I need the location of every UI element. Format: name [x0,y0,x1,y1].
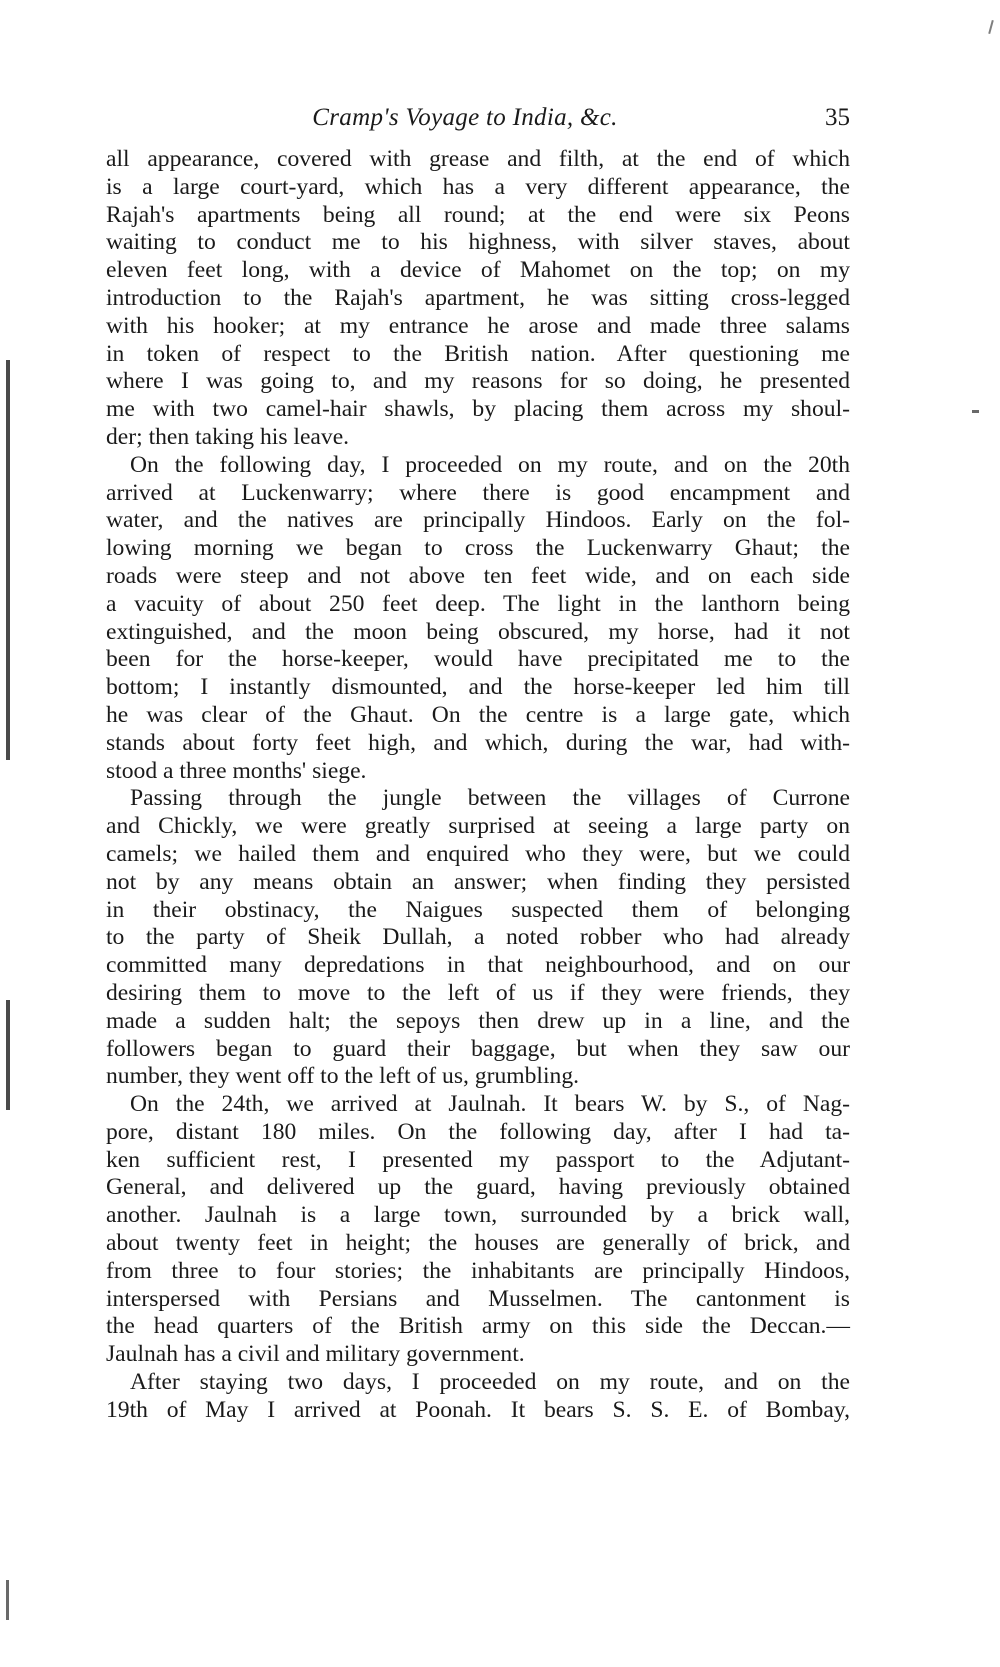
text-line: der; then taking his leave. [106,423,350,450]
text-line: camels; we hailed them and enquired who they were, but we could [106,840,850,867]
text-line: General, and delivered up the guard, having previously obtained [106,1174,850,1201]
text-line: pore, distant 180 miles. On the following day, after I had ta- [106,1118,850,1145]
text-line: in token of respect to the British nation. After questioning me [106,340,850,367]
text-line: After staying two days, I proceeded on my route, and on the [130,1369,850,1396]
text-line: to the party of Sheik Dullah, a noted robber who had already [106,924,850,951]
scan-edge-mark [6,1000,10,1110]
text-line: stands about forty feet high, and which, during the war, had with- [106,729,850,756]
scan-speck [972,410,979,413]
text-line: extinguished, and the moon being obscured, my horse, had it not [106,618,850,645]
text-line: with his hooker; at my entrance he arose and made three salams [106,312,850,339]
text-line: from three to four stories; the inhabitants are principally Hindoos, [106,1257,850,1284]
text-line: eleven feet long, with a device of Mahomet on the top; on my [106,257,850,284]
text-line: me with two camel-hair shawls, by placing them across my shoul- [106,396,850,423]
text-line: he was clear of the Ghaut. On the centre is a large gate, which [106,701,850,728]
text-line: waiting to conduct me to his highness, with silver staves, about [106,229,850,256]
text-line: about twenty feet in height; the houses are generally of brick, and [106,1230,850,1257]
paragraph-5 [80,1369,850,1425]
text-line: lowing morning we began to cross the Luckenwarry Ghaut; the [106,535,850,562]
text-line: roads were steep and not above ten feet wide, and on each side [106,562,850,589]
text-line: been for the horse-keeper, would have precipitated me to the [106,646,850,673]
text-line: On the 24th, we arrived at Jaulnah. It bears W. by S., of Nag- [130,1091,850,1118]
text-line: On the following day, I proceeded on my route, and on the 20th [130,451,850,478]
running-title: Cramp's Voyage to India, &c. [312,104,618,131]
text-line: interspersed with Persians and Musselmen. The cantonment is [106,1285,850,1312]
text-line: stood a three months' siege. [106,757,367,784]
text-line: a vacuity of about 250 feet deep. The light in the lanthorn being [106,590,850,617]
paragraph-3 [80,785,850,1091]
paragraph-1 [80,146,850,452]
text-line: arrived at Luckenwarry; where there is good encampment and [106,479,850,506]
page-number: 35 [825,104,850,131]
scan-edge-mark [6,1580,9,1620]
text-line: and Chickly, we were greatly surprised at seeing a large party on [106,813,850,840]
text-line: introduction to the Rajah's apartment, he was sitting cross-legged [106,284,850,311]
text-line: Passing through the jungle between the villages of Currone [130,785,850,812]
text-line: committed many depredations in that neighbourhood, and on our [106,952,850,979]
scan-speck [988,20,994,34]
text-line: made a sudden halt; the sepoys then drew up in a line, and the [106,1007,850,1034]
text-line: desiring them to move to the left of us if they were friends, they [106,979,850,1006]
text-line: 19th of May I arrived at Poonah. It bears S. S. E. of Bombay, [106,1396,850,1423]
text-line: the head quarters of the British army on this side the Deccan.— [106,1313,850,1340]
text-line: bottom; I instantly dismounted, and the horse-keeper led him till [106,674,850,701]
text-line: in their obstinacy, the Naigues suspected them of belonging [106,896,850,923]
text-line: Jaulnah has a civil and military government. [106,1341,525,1368]
text-line: water, and the natives are principally Hindoos. Early on the fol- [106,507,850,534]
scan-edge-mark [6,360,10,760]
text-line: where I was going to, and my reasons for so doing, he presented [106,368,850,395]
text-line: is a large court-yard, which has a very different appearance, the [106,173,850,200]
running-head [80,104,850,140]
text-line: all appearance, covered with grease and filth, at the end of which [106,146,850,172]
text-line: not by any means obtain an answer; when finding they persisted [106,868,850,895]
text-line: number, they went off to the left of us, grumbling. [106,1063,580,1090]
text-line: another. Jaulnah is a large town, surrounded by a brick wall, [106,1202,850,1229]
body-text [80,146,850,1425]
text-line: Rajah's apartments being all round; at the end were six Peons [106,201,850,228]
text-line: ken sufficient rest, I presented my passport to the Adjutant- [106,1146,850,1173]
paragraph-4 [80,1091,850,1369]
text-line: followers began to guard their baggage, but when they saw our [106,1035,850,1062]
paragraph-2 [80,452,850,786]
